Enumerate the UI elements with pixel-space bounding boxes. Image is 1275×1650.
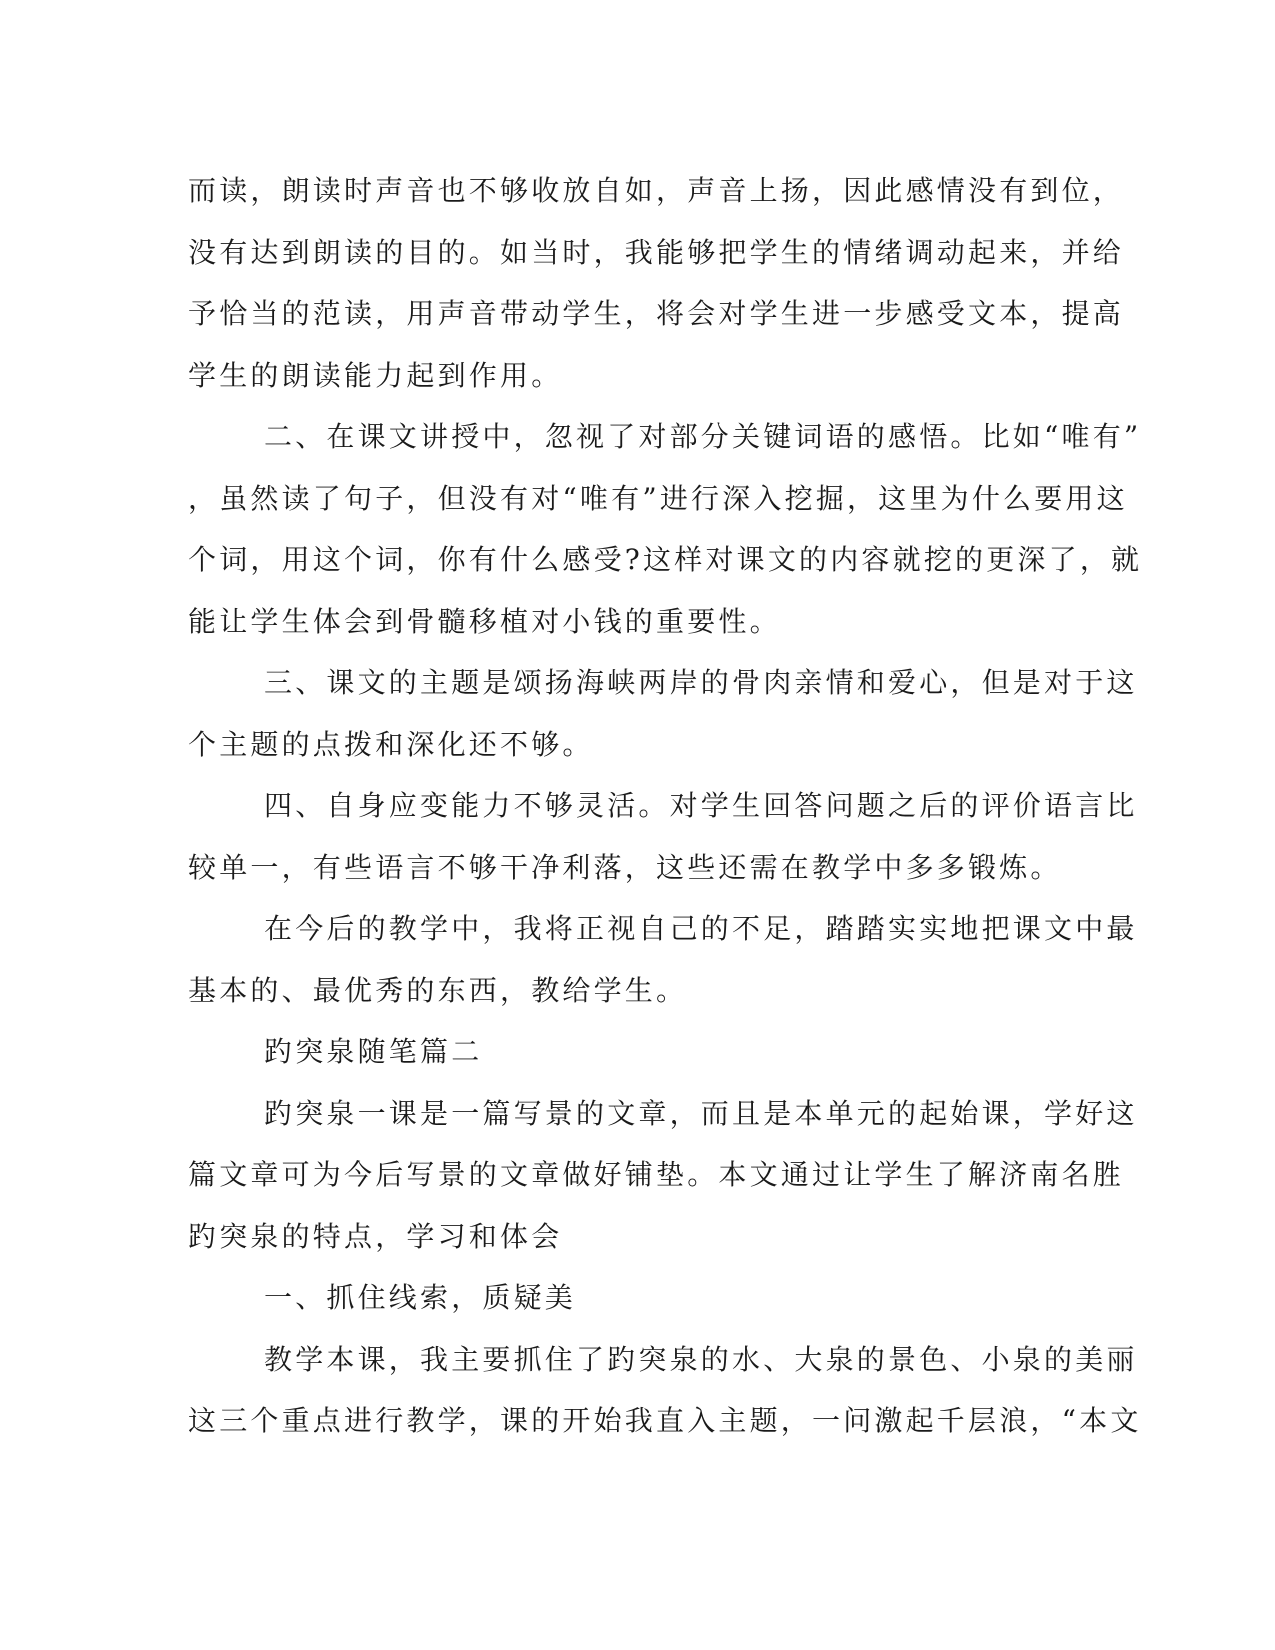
text-line: 三、课文的主题是颂扬海峡两岸的骨肉亲情和爱心，但是对于这 (264, 666, 1138, 699)
text-line: 四、自身应变能力不够灵活。对学生回答问题之后的评价语言比 (264, 789, 1138, 822)
text-line: 教学本课，我主要抓住了趵突泉的水、大泉的景色、小泉的美丽 (264, 1342, 1138, 1376)
text-line: 没有达到朗读的目的。如当时，我能够把学生的情绪调动起来，并给 (188, 235, 1125, 269)
text-line: 较单一，有些语言不够干净利落，这些还需在教学中多多锻炼。 (188, 850, 1062, 884)
text-line: ，虽然读了句子，但没有对“唯有”进行深入挖掘，这里为什么要用这 (188, 481, 1128, 515)
text-line: 这三个重点进行教学，课的开始我直入主题，一问激起千层浪，“本文 (188, 1404, 1142, 1437)
text-line: 篇文章可为今后写景的文章做好铺垫。本文通过让学生了解济南名胜 (188, 1158, 1125, 1191)
text-line: 个词，用这个词，你有什么感受?这样对课文的内容就挖的更深了，就 (188, 543, 1143, 576)
text-line: 而读，朗读时声音也不够收放自如，声音上扬，因此感情没有到位， (188, 174, 1125, 207)
subsection-heading: 一、抓住线索，质疑美 (264, 1281, 577, 1314)
section-heading: 趵突泉随笔篇二 (264, 1035, 483, 1068)
text-line: 二、在课文讲授中，忽视了对部分关键词语的感悟。比如“唯有” (264, 420, 1142, 453)
text-line: 予恰当的范读，用声音带动学生，将会对学生进一步感受文本，提高 (188, 297, 1125, 330)
text-line: 在今后的教学中，我将正视自己的不足，踏踏实实地把课文中最 (264, 912, 1138, 945)
text-line: 个主题的点拨和深化还不够。 (188, 727, 594, 761)
text-line: 学生的朗读能力起到作用。 (188, 358, 563, 392)
text-line: 基本的、最优秀的东西，教给学生。 (188, 973, 688, 1007)
text-line: 能让学生体会到骨髓移植对小钱的重要性。 (188, 604, 781, 638)
document-body (188, 160, 1143, 1452)
text-line: 趵突泉一课是一篇写景的文章，而且是本单元的起始课，学好这 (264, 1096, 1138, 1130)
text-line: 趵突泉的特点，学习和体会 (188, 1219, 563, 1253)
